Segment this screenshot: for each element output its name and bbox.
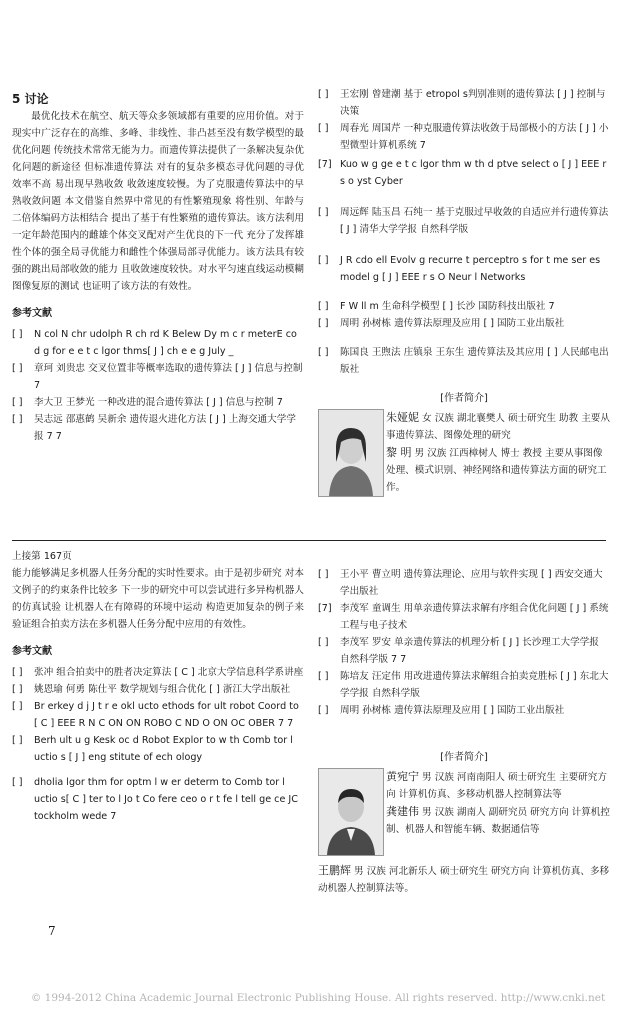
reference-item: [ ] 王小平 曹立明 遗传算法理论、应用与软件实现 [ ] 西安交通大学出版社 (318, 569, 603, 597)
upper-right-column (318, 86, 610, 496)
author-name: 王鹏辉 (318, 864, 351, 877)
author-bio (318, 409, 610, 496)
reference-item: [ ] dholia lgor thm for optm l w er determ to Comb tor l uctio s[ C ] ter to l Jo t Co fere ceo o r t fe l tell ge ce JC tockholm wede 7 (12, 777, 298, 822)
reference-item: [ ] 姚恩瑜 何勇 陈仕平 数学规划与组合优化 [ ] 浙江大学出版社 (12, 684, 291, 695)
reference-list-upper-right (318, 86, 610, 378)
author-bio-section-lower (318, 749, 610, 838)
author-bio-heading: [作者简介] (440, 393, 488, 404)
author-bio-text-1: 黄宛宁 男 汉族 河南南阳人 硕士研究生 主要研究方向 计算机仿真、多移动机器人控制算法等 (386, 770, 607, 800)
author-name: 龚建伟 (386, 805, 419, 818)
section-divider (12, 540, 606, 541)
continued-note: 上接第 167页 (12, 551, 72, 562)
continuation-paragraph: 能力能够满足多机器人任务分配的实时性要求。由于是初步研究 对本文例子的约束条件比较多 下一步的研究中可以尝试进行多异构机器人的仿真试验 让机器人在有障碍的环境中运动 构造更加复杂的例子来验证组合拍卖方法在多机器人任务分配中应用的有效性。 (12, 568, 304, 630)
author-bio-heading: [作者简介] (440, 752, 488, 763)
author-bio-text-3: 王鹏辉 男 汉族 河北新乐人 硕士研究生 研究方向 计算机仿真、多移动机器人控制算法等。 (318, 864, 610, 894)
reference-item: [ ] 陈国良 王煦法 庄镇泉 王东生 遗传算法及其应用 [ ] 人民邮电出版社 (318, 347, 609, 375)
reference-list-lower-right (318, 566, 610, 719)
author-photo (318, 768, 384, 856)
discussion-paragraph: 最优化技术在航空、航天等众多领域都有重要的应用价值。对于现实中广泛存在的高维、多峰、非线性、非凸甚至没有数学模型的最优化问题 传统技术常常无能为力。而遗传算法提供了一条解决复杂优化问题的新途径 但标准遗传算法 对有的复杂多模态寻优问题的寻优效率不高 易出现早熟收敛 收敛速度较慢。为了克服遗传算法中的早熟收敛问题 本文借鉴自然界中常见的有性繁殖现象 将性别、年龄与二倍体编码方法相结合 提出了基于有性繁殖的遗传算法。该方法利用一定年龄范围内的雌雄个体交叉配对产生优良的下一代 充分了发挥雄性个体的强全局寻优能力和雌性个体强局部寻优能力。该方法具有较强的跳出局部收敛的能力 且收敛速度较快。对水平匀速直线运动模糊图像复原的测试 也证明了该方法的有效性。 (12, 111, 304, 292)
reference-item: [ ] 吴志远 邵惠鹤 吴新余 遗传退火进化方法 [ J ] 上海交通大学学报 7 7 (12, 414, 296, 442)
reference-item: [ ] N col N chr udolph R ch rd K Belew Dy m c r meterE co d g for e e t c lgor thms[ J ] ch e e g July _ (12, 329, 297, 357)
reference-item: [ ] 周春光 周国芹 一种克服遗传算法收敛于局部极小的方法 [ J ] 小型微型计算机系统 7 (318, 123, 609, 151)
reference-item: [ ] F W ll m 生命科学模型 [ ] 长沙 国防科技出版社 7 (318, 301, 555, 312)
lower-right-column (318, 566, 610, 838)
author-name: 朱娅妮 (386, 411, 419, 424)
reference-item: [ ] 李大卫 王梦光 一种改进的混合遗传算法 [ J ] 信息与控制 7 (12, 397, 283, 408)
reference-item: [ ] 章珂 刘贵忠 交叉位置非等概率选取的遗传算法 [ J ] 信息与控制 7 (12, 363, 303, 391)
author-name: 黄宛宁 (386, 770, 419, 783)
reference-list-lower-left (12, 664, 304, 825)
reference-item: [ ] 陈培友 汪定伟 用改进遗传算法求解组合拍卖竞胜标 [ J ] 东北大学学报 自然科学版 (318, 671, 609, 699)
reference-item: [ ] J R cdo ell Evolv g recurre t perceptro s for t me ser es model g [ J ] EEE r s O Neur l Networks (318, 255, 601, 283)
reference-item: [7] Kuo w g ge e t c lgor thm w th d ptve select o [ J ] EEE r s o yst Cyber (318, 159, 607, 187)
author-photo (318, 409, 384, 497)
reference-item: [ ] Berh ult u g Kesk oc d Robot Explor to w th Comb tor l uctio s [ J ] eng stitute of ech ology (12, 735, 293, 763)
lower-left-column (12, 548, 304, 825)
author-bio-text-1: 朱娅妮 女 汉族 湖北襄樊人 硕士研究生 助教 主要从事遗传算法、图像处理的研究 (386, 411, 610, 441)
reference-item: [ ] 周明 孙树栋 遗传算法原理及应用 [ ] 国防工业出版社 (318, 318, 565, 329)
upper-left-column (12, 90, 304, 445)
reference-item: [ ] 张冲 组合拍卖中的胜者决定算法 [ C ] 北京大学信息科学系讲座 (12, 667, 304, 678)
page-number: 7 (48, 924, 56, 938)
author-bio-text-2: 龚建伟 男 汉族 湖南人 副研究员 研究方向 计算机控制、机器人和智能车辆、数据通信等 (386, 805, 610, 835)
reference-item: [ ] 周远辉 陆玉昌 石纯一 基于克服过早收敛的自适应并行遗传算法 [ J ] 清华大学学报 自然科学版 (318, 207, 609, 235)
reference-item: [ ] 王宏刚 曾建潮 基于 etropol s判别准则的遗传算法 [ J ] 控制与决策 (318, 89, 606, 117)
author-bio-section-upper (318, 390, 610, 496)
references-heading: 参考文献 (12, 308, 52, 319)
references-heading: 参考文献 (12, 646, 52, 657)
copyright-footer: © 1994-2012 China Academic Journal Electronic Publishing House. All rights reserved. http://www.cnki.net (30, 992, 606, 1004)
author-bio (318, 768, 610, 838)
reference-item: [ ] 李茂军 罗安 单亲遗传算法的机理分析 [ J ] 长沙理工大学学报 自然科学版 7 7 (318, 637, 599, 665)
reference-item: [ ] Br erkey d j J t r e okl ucto ethods for ult robot Coord to [ C ] EEE R N C ON ON ROBO C ND O ON OC OBER 7 7 (12, 701, 299, 729)
reference-item: [ ] 周明 孙树栋 遗传算法原理及应用 [ ] 国防工业出版社 (318, 705, 565, 716)
reference-item: [7] 李茂军 童调生 用单亲遗传算法求解有序组合优化问题 [ J ] 系统工程与电子技术 (318, 603, 609, 631)
author-name: 黎 明 (386, 446, 412, 459)
reference-list-upper-left (12, 326, 304, 445)
section-heading-discussion: 5 讨论 (12, 92, 49, 106)
author-bio-text-2: 黎 明 男 汉族 江西樟树人 博士 教授 主要从事图像处理、模式识别、神经网络和遗传算法方面的研究工作。 (386, 446, 607, 493)
